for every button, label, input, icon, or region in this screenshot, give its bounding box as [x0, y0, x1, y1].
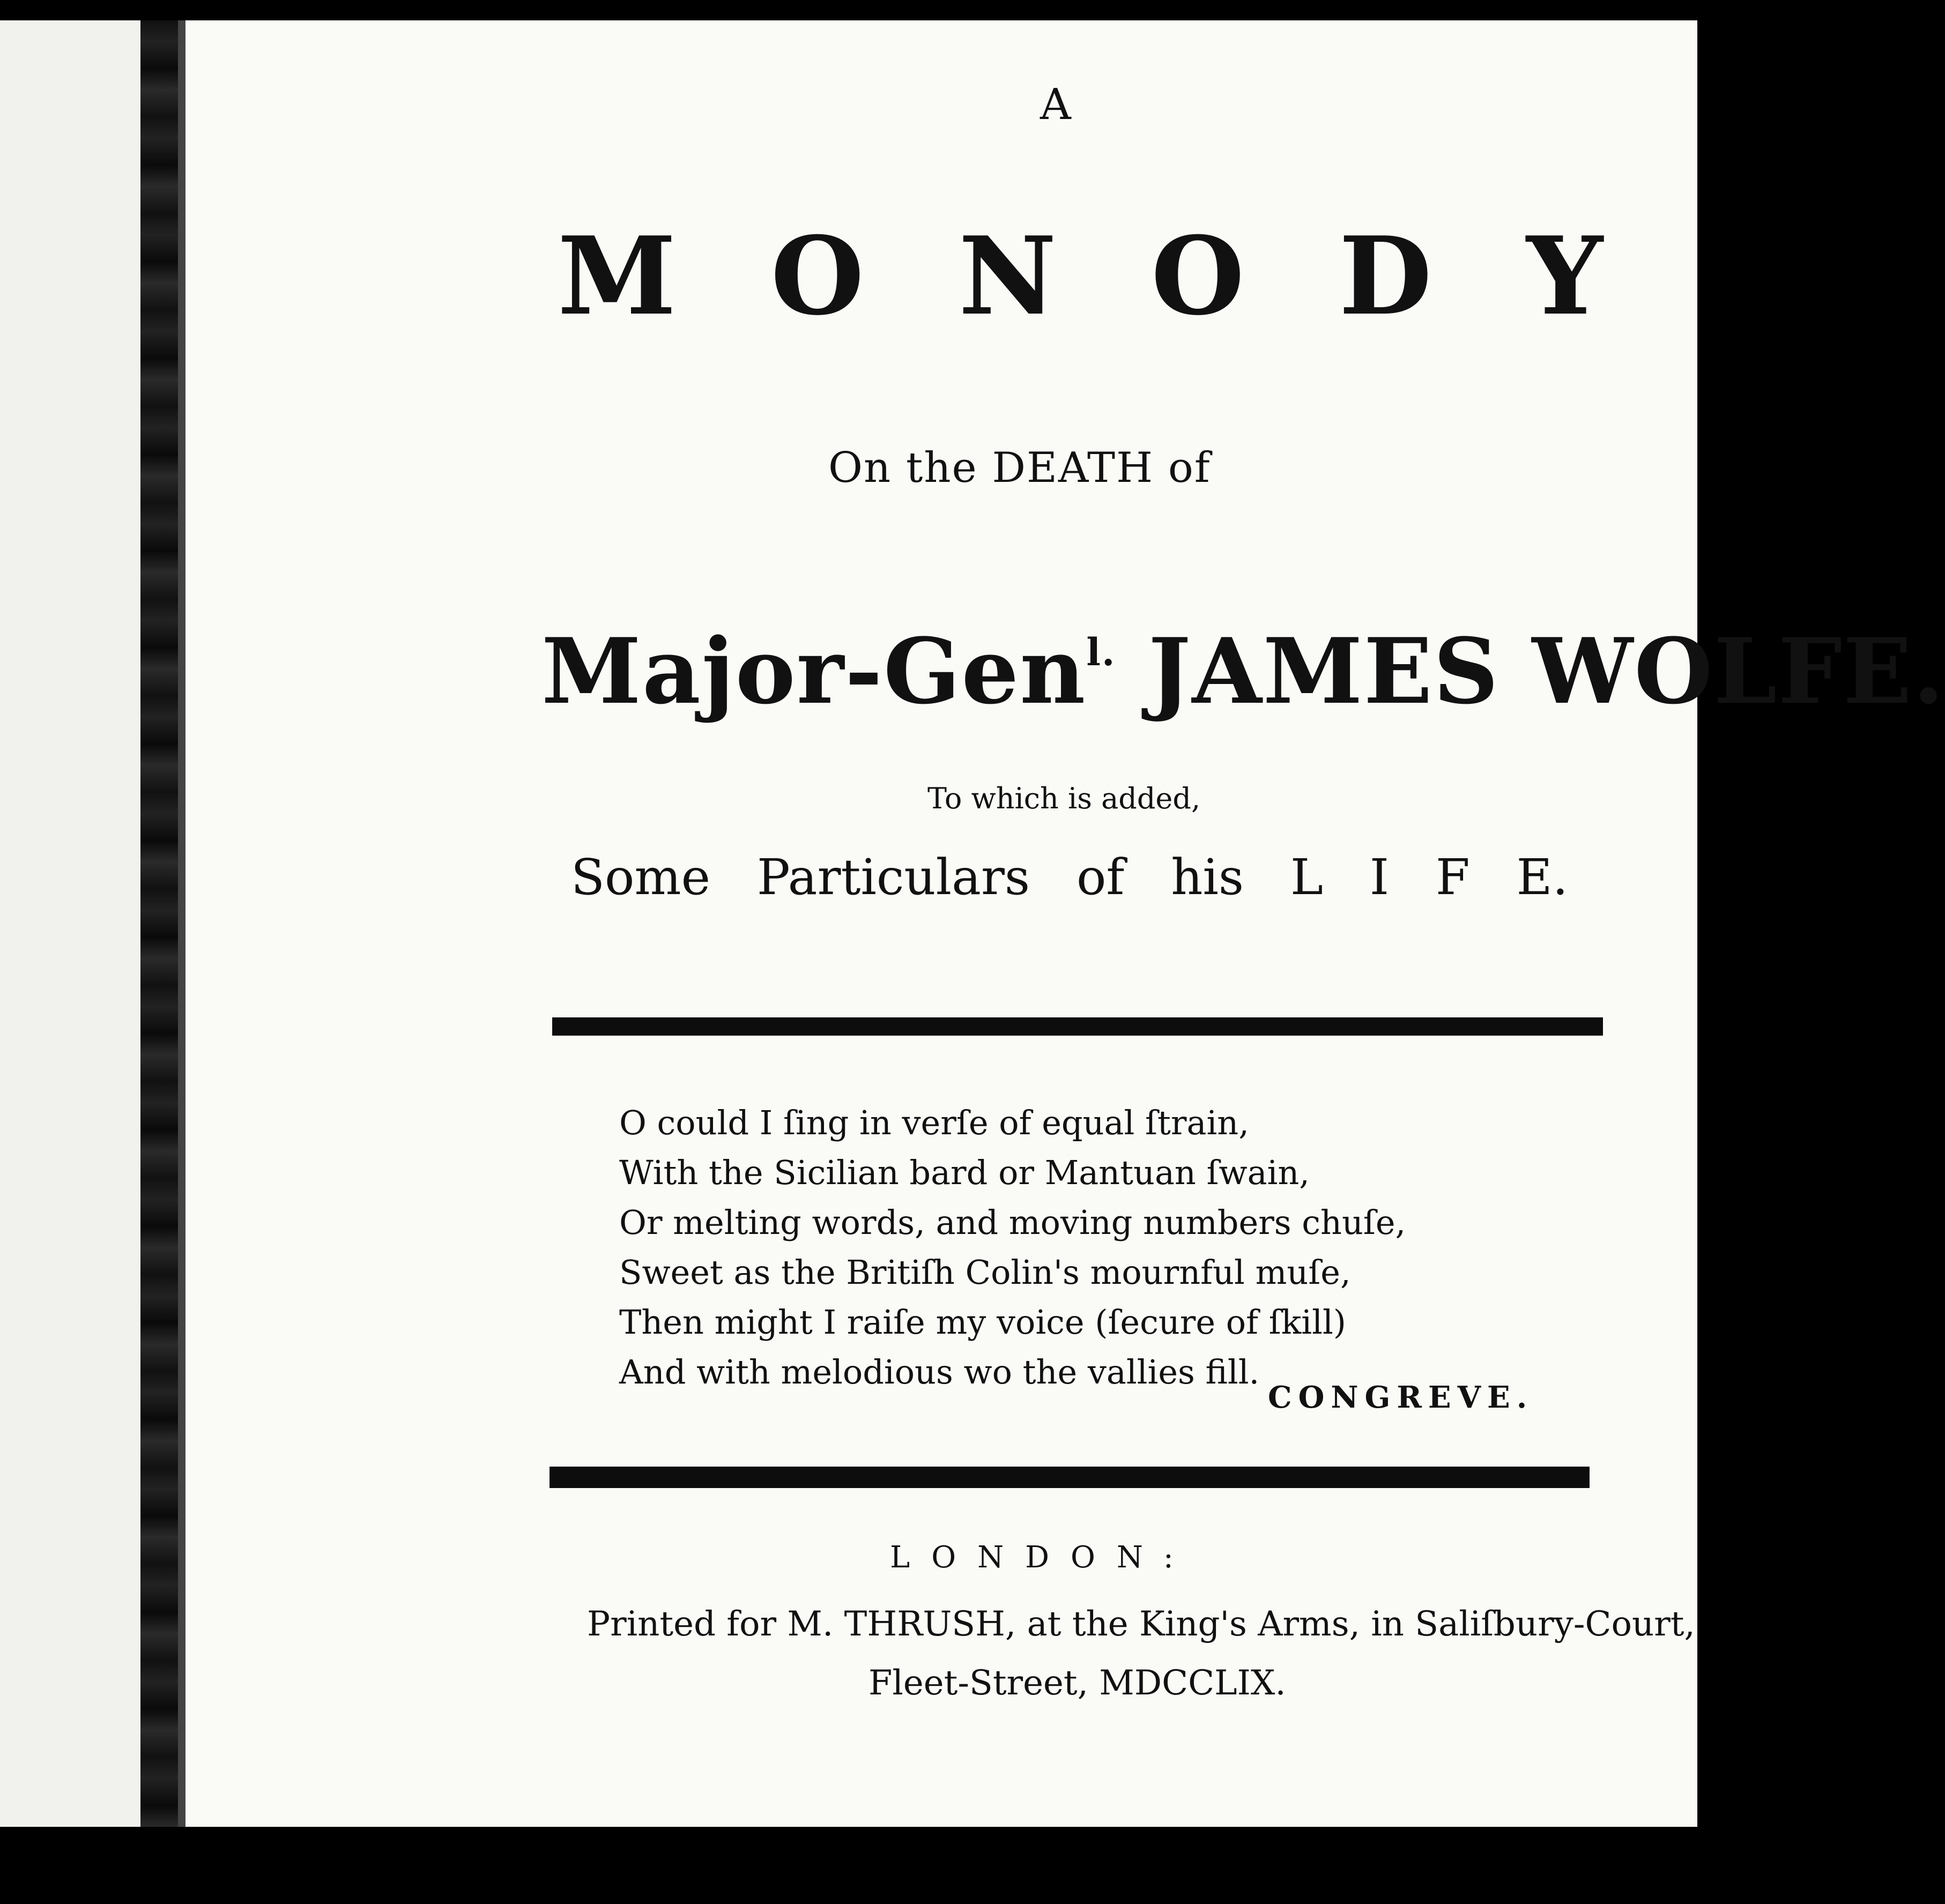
- epigraph-author: CONGREVE.: [1268, 1380, 1534, 1415]
- epigraph-line: And with melodious wo the vallies fill.: [619, 1352, 1260, 1392]
- addition-word: his: [1171, 849, 1244, 906]
- epigraph: [619, 1098, 1406, 1397]
- lower-rule: [550, 1467, 1590, 1488]
- title-letter: Y: [1526, 213, 1603, 339]
- addition-word: I: [1369, 849, 1390, 906]
- imprint-line-2: Fleet-Street, MDCCLIX.: [868, 1663, 1286, 1703]
- epigraph-line: With the Sicilian bard or Mantuan ſwain,: [619, 1153, 1310, 1192]
- addition-word: Some: [571, 849, 711, 906]
- subject-name: [541, 618, 1945, 724]
- imprint-city: LONDON:: [890, 1540, 1195, 1575]
- subject-superscript: l.: [1086, 630, 1116, 674]
- addition-title: [571, 849, 1568, 906]
- title-letter: O: [770, 213, 864, 339]
- imprint-line-1: Printed for M. THRUSH, at the King's Arms, in Saliſbury-Court,: [587, 1604, 1695, 1644]
- epigraph-line: Or melting words, and moving numbers chuſe,: [619, 1203, 1406, 1242]
- title-letter: D: [1339, 213, 1432, 339]
- addition-word: of: [1076, 849, 1125, 906]
- addition-word: L: [1290, 849, 1323, 906]
- subtitle: On the DEATH of: [828, 444, 1211, 492]
- addition-intro: To which is added,: [927, 782, 1201, 815]
- title-page: [0, 20, 1945, 1827]
- title-letter: M: [558, 213, 677, 339]
- title-letter: N: [959, 213, 1057, 339]
- book-binding: [140, 20, 178, 1827]
- facing-page-strip: [0, 20, 140, 1827]
- title-article: A: [1040, 79, 1071, 129]
- main-title: [558, 213, 1603, 339]
- addition-word: Particulars: [756, 849, 1030, 906]
- subject-surname: JAMES WOLFE.: [1116, 618, 1945, 724]
- epigraph-line: O could I ſing in verſe of equal ſtrain,: [619, 1103, 1249, 1142]
- epigraph-line: Sweet as the Britiſh Colin's mournful muſe,: [619, 1253, 1351, 1292]
- upper-rule: [552, 1017, 1603, 1036]
- subject-prefix: Major-Gen: [541, 618, 1087, 724]
- binding-edge: [178, 20, 185, 1827]
- epigraph-line: Then might I raiſe my voice (ſecure of ſkill): [619, 1303, 1346, 1342]
- addition-word: F: [1435, 849, 1470, 906]
- addition-word: E.: [1516, 849, 1568, 906]
- title-letter: O: [1151, 213, 1245, 339]
